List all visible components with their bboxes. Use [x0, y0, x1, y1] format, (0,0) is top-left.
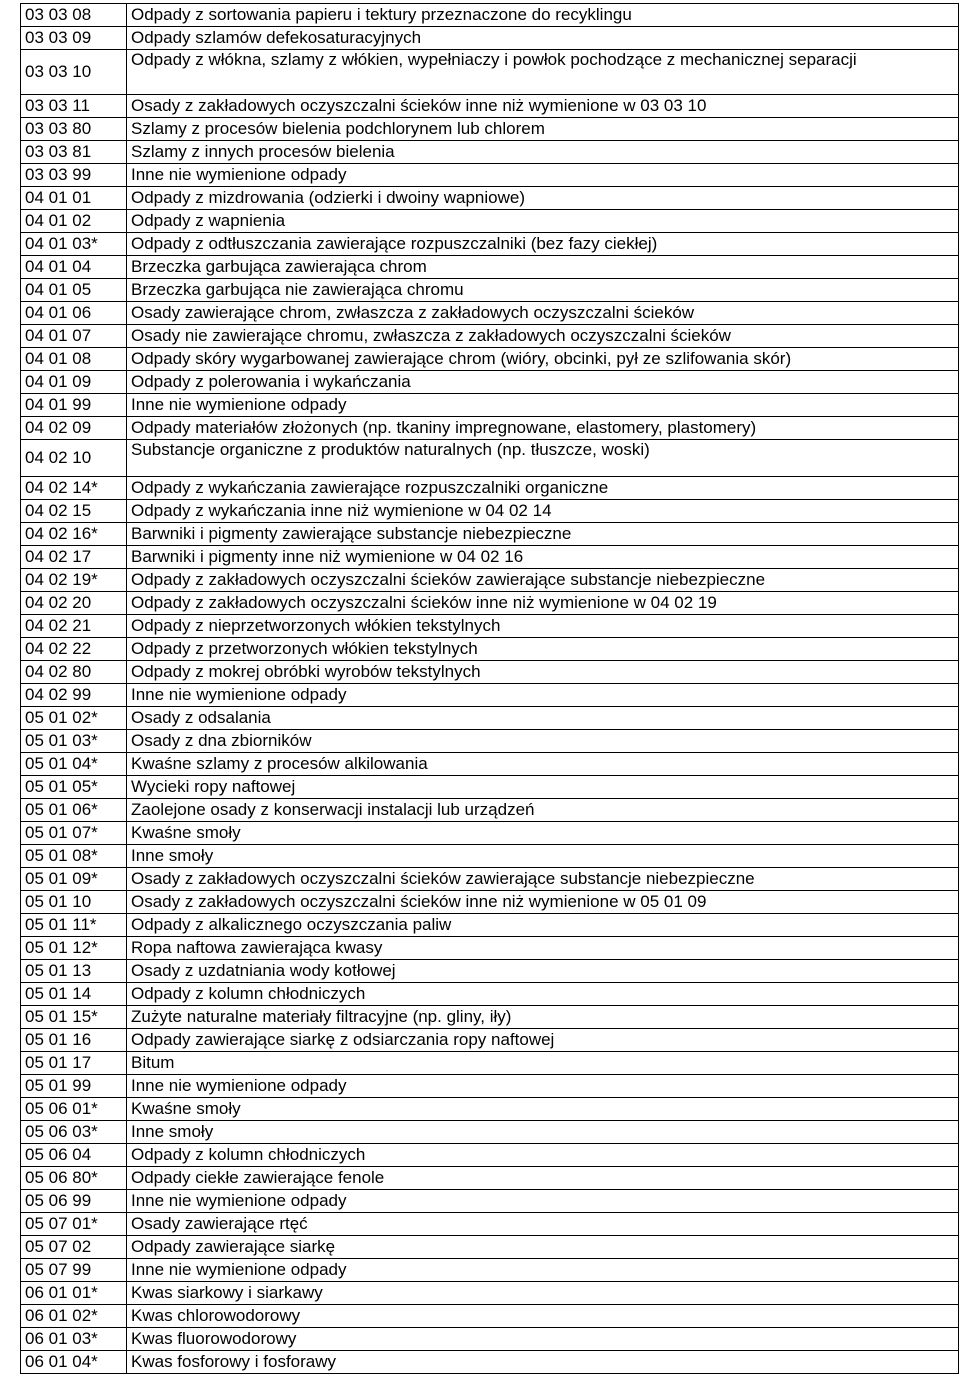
table-row: [21, 684, 959, 707]
waste-description-cell: Odpady z nieprzetworzonych włókien tekstylnych: [127, 615, 959, 638]
waste-code-cell: 04 02 16*: [21, 523, 127, 546]
table-row: [21, 256, 959, 279]
table-row: [21, 799, 959, 822]
table-row: [21, 638, 959, 661]
waste-code-cell: 04 02 21: [21, 615, 127, 638]
waste-code-cell: 05 01 08*: [21, 845, 127, 868]
waste-code-cell: 04 01 01: [21, 187, 127, 210]
waste-description-cell: Odpady z wapnienia: [127, 210, 959, 233]
waste-description-cell: Osady z dna zbiorników: [127, 730, 959, 753]
table-row: [21, 891, 959, 914]
waste-code-cell: 04 01 07: [21, 325, 127, 348]
table-row: [21, 592, 959, 615]
waste-description-cell: Odpady z zakładowych oczyszczalni ścieków zawierające substancje niebezpieczne: [127, 569, 959, 592]
table-row: [21, 1351, 959, 1374]
waste-code-cell: 05 01 09*: [21, 868, 127, 891]
waste-code-cell: 05 07 01*: [21, 1213, 127, 1236]
waste-code-cell: 04 01 99: [21, 394, 127, 417]
waste-description-cell: Odpady zawierające siarkę z odsiarczania ropy naftowej: [127, 1029, 959, 1052]
table-row: [21, 1167, 959, 1190]
waste-description-cell: Kwaśne smoły: [127, 822, 959, 845]
table-row: [21, 141, 959, 164]
table-row: [21, 1305, 959, 1328]
waste-code-cell: 05 01 05*: [21, 776, 127, 799]
waste-code-cell: 05 01 13: [21, 960, 127, 983]
waste-code-cell: 06 01 03*: [21, 1328, 127, 1351]
table-row: [21, 1236, 959, 1259]
waste-code-cell: 05 01 11*: [21, 914, 127, 937]
waste-description-cell: Barwniki i pigmenty zawierające substancje niebezpieczne: [127, 523, 959, 546]
table-row: [21, 776, 959, 799]
waste-description-cell: Odpady z polerowania i wykańczania: [127, 371, 959, 394]
waste-code-cell: 06 01 02*: [21, 1305, 127, 1328]
table-row: [21, 1006, 959, 1029]
table-row: [21, 1282, 959, 1305]
waste-code-cell: 04 02 19*: [21, 569, 127, 592]
table-row: [21, 394, 959, 417]
waste-description-cell: Odpady z mokrej obróbki wyrobów tekstylnych: [127, 661, 959, 684]
waste-description-cell: Inne nie wymienione odpady: [127, 684, 959, 707]
waste-description-cell: Szlamy z innych procesów bielenia: [127, 141, 959, 164]
waste-code-cell: 06 01 01*: [21, 1282, 127, 1305]
waste-description-cell: Odpady z alkalicznego oczyszczania paliw: [127, 914, 959, 937]
waste-description-cell: Inne nie wymienione odpady: [127, 1075, 959, 1098]
table-row: [21, 707, 959, 730]
table-row: [21, 1075, 959, 1098]
waste-code-cell: 04 02 99: [21, 684, 127, 707]
waste-description-cell: Odpady z włókna, szlamy z włókien, wypełniaczy i powłok pochodzące z mechanicznej separacji: [127, 50, 959, 95]
table-row: [21, 348, 959, 371]
waste-description-cell: Osady z uzdatniania wody kotłowej: [127, 960, 959, 983]
table-row: [21, 417, 959, 440]
waste-code-cell: 05 01 12*: [21, 937, 127, 960]
table-row: [21, 569, 959, 592]
waste-code-cell: 05 06 04: [21, 1144, 127, 1167]
waste-code-cell: 05 01 04*: [21, 753, 127, 776]
table-row: [21, 1259, 959, 1282]
waste-description-cell: Odpady z sortowania papieru i tektury przeznaczone do recyklingu: [127, 4, 959, 27]
waste-code-cell: 05 06 80*: [21, 1167, 127, 1190]
waste-description-cell: Odpady z kolumn chłodniczych: [127, 1144, 959, 1167]
waste-description-cell: Odpady materiałów złożonych (np. tkaniny impregnowane, elastomery, plastomery): [127, 417, 959, 440]
waste-code-cell: 04 01 05: [21, 279, 127, 302]
waste-description-cell: Zaolejone osady z konserwacji instalacji lub urządzeń: [127, 799, 959, 822]
waste-code-cell: 04 01 04: [21, 256, 127, 279]
table-row: [21, 95, 959, 118]
waste-code-cell: 04 02 80: [21, 661, 127, 684]
waste-code-cell: 05 01 10: [21, 891, 127, 914]
table-row: [21, 477, 959, 500]
waste-description-cell: Szlamy z procesów bielenia podchlorynem lub chlorem: [127, 118, 959, 141]
waste-description-cell: Osady z zakładowych oczyszczalni ścieków inne niż wymienione w 05 01 09: [127, 891, 959, 914]
waste-code-cell: 04 01 08: [21, 348, 127, 371]
waste-code-cell: 03 03 10: [21, 50, 127, 95]
waste-code-cell: 04 02 22: [21, 638, 127, 661]
waste-description-cell: Kwas siarkowy i siarkawy: [127, 1282, 959, 1305]
waste-description-cell: Kwas chlorowodorowy: [127, 1305, 959, 1328]
waste-description-cell: Odpady z wykańczania inne niż wymienione w 04 02 14: [127, 500, 959, 523]
waste-code-cell: 04 01 09: [21, 371, 127, 394]
waste-description-cell: Inne nie wymienione odpady: [127, 164, 959, 187]
waste-description-cell: Kwaśne szlamy z procesów alkilowania: [127, 753, 959, 776]
table-row: [21, 27, 959, 50]
waste-description-cell: Inne smoły: [127, 1121, 959, 1144]
waste-description-cell: Kwaśne smoły: [127, 1098, 959, 1121]
waste-description-cell: Odpady zawierające siarkę: [127, 1236, 959, 1259]
waste-description-cell: Ropa naftowa zawierająca kwasy: [127, 937, 959, 960]
waste-code-cell: 04 02 20: [21, 592, 127, 615]
waste-code-cell: 05 01 07*: [21, 822, 127, 845]
table-row: [21, 440, 959, 477]
waste-description-cell: Inne nie wymienione odpady: [127, 1259, 959, 1282]
waste-description-cell: Barwniki i pigmenty inne niż wymienione w 04 02 16: [127, 546, 959, 569]
waste-code-cell: 03 03 99: [21, 164, 127, 187]
waste-code-table-body: [21, 4, 959, 1374]
waste-description-cell: Brzeczka garbująca nie zawierająca chromu: [127, 279, 959, 302]
table-row: [21, 661, 959, 684]
waste-description-cell: Brzeczka garbująca zawierająca chrom: [127, 256, 959, 279]
waste-code-cell: 05 06 01*: [21, 1098, 127, 1121]
table-row: [21, 960, 959, 983]
table-row: [21, 523, 959, 546]
waste-description-cell: Inne nie wymienione odpady: [127, 1190, 959, 1213]
table-row: [21, 822, 959, 845]
waste-code-table-container: [20, 3, 959, 1374]
waste-description-cell: Kwas fosforowy i fosforawy: [127, 1351, 959, 1374]
waste-code-cell: 05 01 03*: [21, 730, 127, 753]
waste-code-cell: 04 02 09: [21, 417, 127, 440]
table-row: [21, 187, 959, 210]
waste-code-cell: 03 03 08: [21, 4, 127, 27]
table-row: [21, 983, 959, 1006]
table-row: [21, 937, 959, 960]
waste-code-cell: 04 02 14*: [21, 477, 127, 500]
waste-description-cell: Wycieki ropy naftowej: [127, 776, 959, 799]
table-row: [21, 1098, 959, 1121]
table-row: [21, 233, 959, 256]
waste-code-cell: 04 02 15: [21, 500, 127, 523]
waste-code-cell: 03 03 80: [21, 118, 127, 141]
waste-code-cell: 04 01 06: [21, 302, 127, 325]
table-row: [21, 914, 959, 937]
waste-description-cell: Substancje organiczne z produktów naturalnych (np. tłuszcze, woski): [127, 440, 959, 477]
waste-description-cell: Odpady z kolumn chłodniczych: [127, 983, 959, 1006]
waste-code-cell: 04 02 10: [21, 440, 127, 477]
table-row: [21, 371, 959, 394]
waste-code-cell: 05 01 16: [21, 1029, 127, 1052]
table-row: [21, 1052, 959, 1075]
table-row: [21, 302, 959, 325]
waste-description-cell: Odpady z przetworzonych włókien tekstylnych: [127, 638, 959, 661]
waste-code-cell: 04 01 02: [21, 210, 127, 233]
waste-description-cell: Odpady z wykańczania zawierające rozpuszczalniki organiczne: [127, 477, 959, 500]
waste-code-cell: 05 06 03*: [21, 1121, 127, 1144]
waste-description-cell: Osady z zakładowych oczyszczalni ścieków inne niż wymienione w 03 03 10: [127, 95, 959, 118]
waste-code-cell: 05 01 15*: [21, 1006, 127, 1029]
table-row: [21, 730, 959, 753]
waste-description-cell: Inne smoły: [127, 845, 959, 868]
table-row: [21, 868, 959, 891]
waste-code-table: [20, 3, 959, 1374]
table-row: [21, 279, 959, 302]
waste-description-cell: Osady nie zawierające chromu, zwłaszcza z zakładowych oczyszczalni ścieków: [127, 325, 959, 348]
table-row: [21, 615, 959, 638]
waste-code-cell: 03 03 09: [21, 27, 127, 50]
table-row: [21, 753, 959, 776]
table-row: [21, 210, 959, 233]
waste-description-cell: Odpady z odtłuszczania zawierające rozpuszczalniki (bez fazy ciekłej): [127, 233, 959, 256]
table-row: [21, 1190, 959, 1213]
waste-description-cell: Bitum: [127, 1052, 959, 1075]
waste-code-cell: 04 02 17: [21, 546, 127, 569]
waste-description-cell: Osady z odsalania: [127, 707, 959, 730]
waste-description-cell: Odpady z mizdrowania (odzierki i dwoiny wapniowe): [127, 187, 959, 210]
waste-description-cell: Odpady szlamów defekosaturacyjnych: [127, 27, 959, 50]
table-row: [21, 1213, 959, 1236]
waste-description-cell: Osady zawierające chrom, zwłaszcza z zakładowych oczyszczalni ścieków: [127, 302, 959, 325]
waste-code-cell: 05 01 02*: [21, 707, 127, 730]
waste-description-cell: Odpady ciekłe zawierające fenole: [127, 1167, 959, 1190]
waste-code-cell: 05 01 14: [21, 983, 127, 1006]
waste-description-cell: Odpady z zakładowych oczyszczalni ścieków inne niż wymienione w 04 02 19: [127, 592, 959, 615]
waste-code-cell: 05 07 99: [21, 1259, 127, 1282]
table-row: [21, 164, 959, 187]
waste-code-cell: 04 01 03*: [21, 233, 127, 256]
waste-code-cell: 03 03 11: [21, 95, 127, 118]
waste-code-cell: 05 01 06*: [21, 799, 127, 822]
waste-description-cell: Odpady skóry wygarbowanej zawierające chrom (wióry, obcinki, pył ze szlifowania skór): [127, 348, 959, 371]
table-row: [21, 546, 959, 569]
waste-description-cell: Osady zawierające rtęć: [127, 1213, 959, 1236]
table-row: [21, 1328, 959, 1351]
table-row: [21, 4, 959, 27]
waste-description-cell: Zużyte naturalne materiały filtracyjne (np. gliny, iły): [127, 1006, 959, 1029]
waste-description-cell: Kwas fluorowodorowy: [127, 1328, 959, 1351]
waste-code-cell: 05 01 17: [21, 1052, 127, 1075]
waste-code-cell: 05 06 99: [21, 1190, 127, 1213]
table-row: [21, 1144, 959, 1167]
table-row: [21, 1121, 959, 1144]
waste-code-cell: 05 01 99: [21, 1075, 127, 1098]
table-row: [21, 325, 959, 348]
table-row: [21, 50, 959, 95]
table-row: [21, 845, 959, 868]
table-row: [21, 500, 959, 523]
waste-code-cell: 05 07 02: [21, 1236, 127, 1259]
waste-description-cell: Inne nie wymienione odpady: [127, 394, 959, 417]
waste-description-cell: Osady z zakładowych oczyszczalni ścieków zawierające substancje niebezpieczne: [127, 868, 959, 891]
waste-code-cell: 03 03 81: [21, 141, 127, 164]
table-row: [21, 118, 959, 141]
table-row: [21, 1029, 959, 1052]
waste-code-cell: 06 01 04*: [21, 1351, 127, 1374]
